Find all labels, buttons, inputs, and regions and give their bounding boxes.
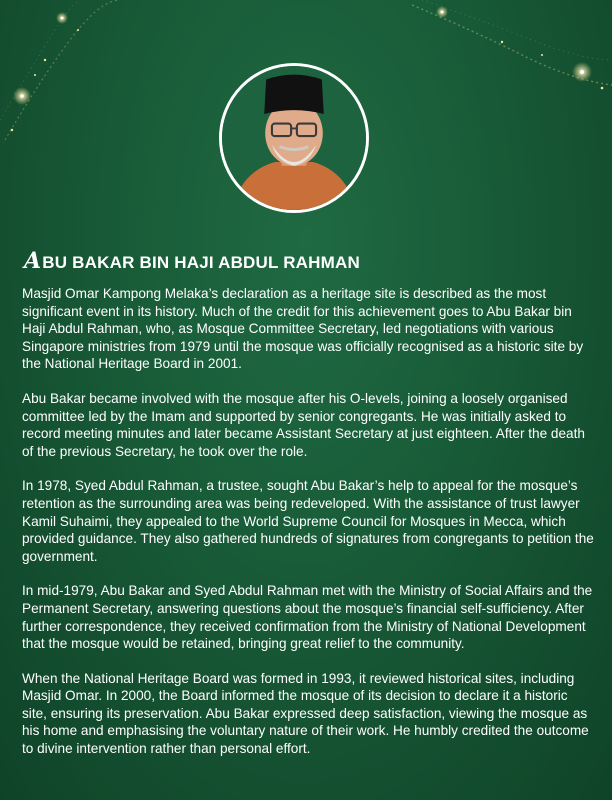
person-name-heading: [24, 248, 360, 274]
article-body: [22, 285, 594, 775]
paragraph: When the National Heritage Board was formed in 1993, it reviewed historical sites, including Masjid Omar. In 2000, the Board informed the mosque of its decision to declare it a historic site, ensuring its preservation. Abu Bakar expressed deep satisfaction, viewing the mosque as his home and emphasising the voluntary nature of their work. He humbly credited the outcome to divine intervention rather than personal effort.: [22, 670, 589, 757]
paragraph: In 1978, Syed Abdul Rahman, a trustee, sought Abu Bakar’s help to appeal for the mosque’s retention as the surrounding area was being redeveloped. With the assistance of trust lawyer Kamil Suhaimi, they appealed to the World Supreme Council for Mosques in Mecca, which provided guidance. They also gathered hundreds of signatures from congregants to petition the government.: [22, 478, 594, 564]
heading-rest: BU BAKAR BIN HAJI ABDUL RAHMAN: [42, 253, 360, 272]
paragraph: Abu Bakar became involved with the mosque after his O-levels, joining a loosely organised committee led by the Imam and supported by senior congregants. He was initially asked to record meeting minutes and later became Assistant Secretary at just eighteen. After the death of the previous Secretary, he took over the role.: [22, 390, 585, 459]
paragraph: Masjid Omar Kampong Melaka’s declaration as a heritage site is described as the most significant event in its history. Much of the credit for this achievement goes to Abu Bakar bin Haji Abdul Rahman, who, as Mosque Committee Secretary, led negotiations with various Singapore ministries from 1979 until the mosque was officially recognised as a historic site by the National Heritage Board in 2001.: [22, 286, 584, 372]
portrait-illustration: [222, 66, 366, 210]
paragraph: In mid-1979, Abu Bakar and Syed Abdul Rahman met with the Ministry of Social Affairs and the Permanent Secretary, answering questions about the mosque’s financial self-sufficiency. After further correspondence, they received confirmation from the Ministry of National Development that the mosque would be retained, bringing great relief to the community.: [22, 583, 593, 652]
sparkle-decoration-right: [412, 0, 612, 100]
portrait-photo: [219, 63, 369, 213]
heading-initial: A: [24, 248, 42, 274]
sparkle-decoration-left: [0, 0, 130, 150]
